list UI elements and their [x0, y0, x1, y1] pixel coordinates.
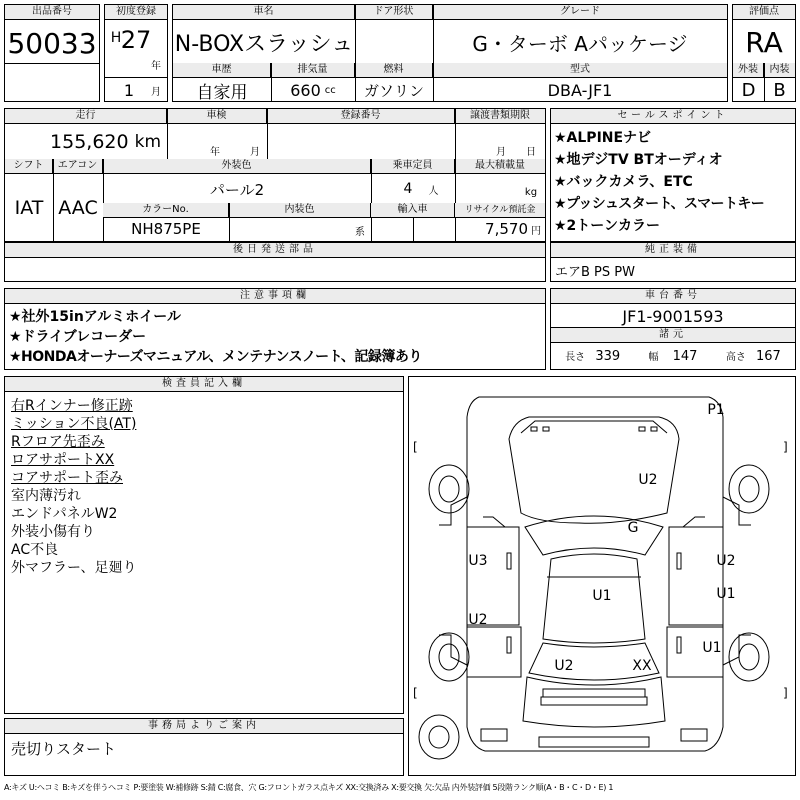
lot-cell — [4, 4, 100, 102]
note-item: ★社外15inアルミホイール — [9, 309, 181, 325]
grade-label: グレード — [433, 5, 727, 20]
model: DBA-JF1 — [547, 80, 613, 100]
length-item — [565, 348, 620, 364]
car-name-label: 車名 — [173, 5, 355, 20]
shaken-month: 月 — [250, 146, 260, 158]
ext-color: パール2 — [209, 180, 265, 199]
transfer-month: 月 — [496, 146, 506, 158]
width: 147 — [672, 349, 698, 364]
svg-text:]: ] — [783, 440, 788, 454]
later-parts-block — [4, 242, 546, 282]
chassis-label: 車台番号 — [551, 289, 795, 304]
mark-xx-tail: XX — [632, 658, 652, 674]
door-label: ドア形状 — [355, 5, 433, 20]
details-block — [4, 108, 546, 242]
color-no-label: カラーNo. — [103, 203, 229, 218]
capacity-label: 乗車定員 — [371, 159, 455, 174]
sales-point: ★ALPINEナビ — [554, 130, 652, 146]
office-block — [4, 718, 404, 776]
score-label: 評価点 — [733, 5, 795, 20]
note-item: ★HONDAオーナーズマニュアル、メンテナンスノート、記録簿あり — [9, 349, 422, 365]
fuel: ガソリン — [363, 81, 424, 100]
inspector-item: 室内薄汚れ — [11, 488, 81, 504]
width-label: 幅 — [648, 352, 659, 363]
later-parts-label: 後日発送部品 — [5, 243, 545, 258]
sales-point: ★バックカメラ、ETC — [554, 174, 693, 190]
chassis-number: JF1-9001593 — [622, 306, 724, 326]
car-name-block — [172, 4, 728, 102]
displacement: 660 — [290, 80, 321, 100]
reg-year: 27 — [120, 26, 152, 54]
shift: IAT — [14, 197, 44, 219]
fuel-label: 燃料 — [355, 63, 433, 78]
chassis-block — [550, 288, 796, 370]
length: 339 — [595, 349, 621, 364]
sales-points-label: セールスポイント — [551, 109, 795, 124]
mileage: 155,620 — [50, 131, 129, 153]
sales-points-block — [550, 108, 796, 242]
model-label: 型式 — [433, 63, 727, 78]
door-type — [355, 21, 433, 63]
mark-u3-left: U3 — [468, 553, 488, 569]
mark-u2-left-rear: U2 — [468, 612, 488, 628]
lot-label: 出品番号 — [5, 5, 99, 20]
year-unit: 年 — [151, 60, 161, 72]
svg-text:]: ] — [783, 686, 788, 700]
mark-u2-hood: U2 — [638, 472, 658, 488]
shaken-year: 年 — [210, 146, 220, 158]
height-item — [726, 348, 781, 364]
legend-footer: A:キズ U:ヘコミ B:キズを伴うヘコミ P:要塗装 W:補修跡 S:錆 C:腐食、穴 G:フロントガラス点キズ XX:交換済み X:要交換 欠:欠品 内外装評価 5段階ランク順(A・B・C・D・E) 1 — [4, 782, 614, 792]
note-item: ★ドライブレコーダー — [9, 329, 147, 345]
inspector-label: 検査員記入欄 — [5, 377, 403, 392]
inspector-item: コアサポート歪み — [11, 470, 123, 486]
sales-points-list — [554, 127, 764, 237]
mileage-cell — [5, 125, 167, 159]
length-label: 長さ — [565, 352, 586, 363]
header-block — [4, 4, 796, 102]
recycle-unit: 円 — [531, 225, 541, 237]
mark-p1: P1 — [707, 402, 725, 418]
capacity: 4 — [403, 181, 413, 197]
ext-color-label: 外装色 — [103, 159, 371, 174]
import-label: 輸入車 — [371, 203, 455, 218]
transfer-day: 日 — [526, 146, 536, 158]
sales-point: ★プッシュスタート、スマートキー — [554, 196, 765, 212]
office-label: 事務局よりご案内 — [5, 719, 403, 734]
mark-u1-right: U1 — [716, 586, 736, 602]
ac: AAC — [58, 197, 98, 219]
notes-block — [4, 288, 546, 370]
later-parts — [5, 259, 545, 281]
score: RA — [745, 25, 783, 59]
inspector-item: Rフロア先歪み — [11, 434, 105, 450]
displacement-label: 排気量 — [271, 63, 355, 78]
load-unit: kg — [524, 186, 538, 198]
shaken-label: 車検 — [167, 109, 267, 124]
int-color-unit: 系 — [355, 226, 365, 238]
height: 167 — [755, 349, 781, 364]
mark-u2-right-front: U2 — [716, 553, 736, 569]
int-label: 内装 — [764, 63, 795, 78]
mark-u1-right-rear: U1 — [702, 640, 722, 656]
reg-number — [267, 125, 455, 159]
inspector-item: AC不良 — [11, 542, 59, 558]
capacity-cell — [371, 175, 455, 203]
inspector-item: ロアサポートXX — [11, 452, 115, 468]
color-no: NH875PE — [131, 220, 201, 238]
reg-label: 登録番号 — [267, 109, 455, 124]
damage-diagram — [408, 376, 796, 776]
inspector-item: ミッション不良(AT) — [11, 416, 137, 432]
notes-list — [9, 307, 422, 367]
shift-label: シフト — [5, 159, 53, 174]
capacity-unit: 人 — [428, 185, 439, 197]
standard-equipment-label: 純正装備 — [551, 243, 795, 258]
load-label: 最大積載量 — [455, 159, 545, 174]
specs-row — [551, 345, 795, 367]
standard-equipment-block — [550, 242, 796, 282]
ac-label: エアコン — [53, 159, 103, 174]
lot-number: 50033 — [7, 26, 97, 60]
svg-text:[: [ — [413, 440, 418, 454]
mark-g: G — [627, 520, 639, 536]
notes-label: 注意事項欄 — [5, 289, 545, 304]
car-diagram — [409, 377, 795, 775]
height-label: 高さ — [725, 352, 746, 363]
inspector-item: 右Rインナー修正跡 — [11, 398, 133, 414]
score-block — [732, 4, 796, 102]
recycle: 7,570 — [485, 220, 528, 238]
era: H — [110, 30, 122, 46]
recycle-cell — [455, 217, 545, 241]
inspector-item: エンドパネルW2 — [11, 506, 118, 522]
transfer-label: 譲渡書類期限 — [455, 109, 545, 124]
office-note: 売切りスタート — [11, 739, 117, 758]
reg-month: 1 — [123, 80, 135, 100]
recycle-label: リサイクル預託金 — [455, 203, 545, 218]
history: 自家用 — [196, 82, 248, 103]
displacement-unit: cc — [324, 84, 336, 96]
specs-label: 諸元 — [551, 327, 795, 343]
inspector-list — [11, 397, 136, 577]
ext-label: 外装 — [733, 63, 764, 78]
standard-equipment: エアB PS PW — [555, 264, 635, 280]
month-unit: 月 — [151, 86, 161, 98]
inspector-block — [4, 376, 404, 714]
mark-u2-tail: U2 — [554, 658, 574, 674]
history-label: 車歴 — [173, 63, 271, 78]
ext-grade: D — [741, 79, 756, 101]
svg-text:[: [ — [413, 686, 418, 700]
grade: G・ターボ Aパッケージ — [472, 31, 688, 56]
displacement-cell — [271, 79, 355, 101]
int-color-label: 内装色 — [229, 203, 371, 218]
mileage-label: 走行 — [5, 109, 167, 124]
int-grade: B — [773, 79, 786, 101]
inspector-item: 外マフラー、足廻り — [11, 560, 137, 576]
sales-point: ★地デジTV BTオーディオ — [554, 152, 723, 168]
first-reg-label: 初度登録 — [105, 5, 167, 20]
mileage-unit: km — [134, 132, 161, 152]
sales-point: ★2トーンカラー — [554, 218, 661, 234]
first-reg-cell — [104, 4, 168, 102]
mark-u1-roof: U1 — [592, 588, 612, 604]
car-name: N-BOXスラッシュ — [174, 31, 354, 57]
width-item — [649, 348, 698, 364]
inspector-item: 外装小傷有り — [11, 524, 95, 540]
